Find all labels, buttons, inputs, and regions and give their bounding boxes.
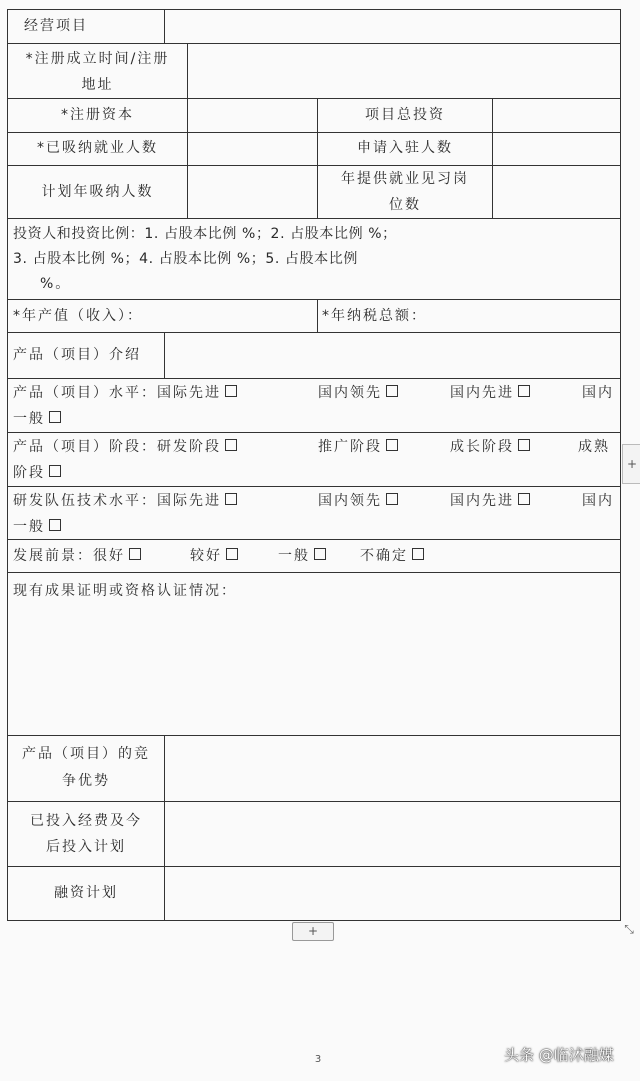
table-resize-handle[interactable]: ⤡	[624, 922, 634, 936]
investor-ratio-line1: 投资人和投资比例：1. 占股本比例 %；2. 占股本比例 %；	[13, 226, 397, 242]
business-project-label: 经营项目	[24, 18, 88, 34]
checkbox-domestic-advanced[interactable]	[518, 385, 530, 397]
rd-level-option2: 国内领先	[318, 488, 398, 514]
internship-label-line2: 位数	[389, 197, 421, 213]
checkbox-growth-stage[interactable]	[518, 439, 530, 451]
product-level-option3: 国内先进	[450, 380, 530, 406]
checkbox-average[interactable]	[49, 411, 61, 423]
watermark: 头条 @临沭融媒	[504, 1046, 614, 1064]
checkbox-promotion-stage[interactable]	[386, 439, 398, 451]
prospect-option4: 不确定	[360, 543, 424, 569]
funds-label-line1: 已投入经费及今	[30, 813, 142, 829]
checkbox-good[interactable]	[226, 548, 238, 560]
checkbox-rd-domestic-leading[interactable]	[386, 493, 398, 505]
prospect-option1: 发展前景：很好	[13, 543, 141, 569]
planned-hire-label: 计划年吸纳人数	[41, 184, 154, 200]
checkbox-intl-advanced[interactable]	[225, 385, 237, 397]
checkbox-mature-stage[interactable]	[49, 465, 61, 477]
registration-label-line1: *注册成立时间/注册	[25, 51, 170, 67]
product-level-option4: 国内	[582, 385, 614, 401]
investor-ratio-line3: %。	[40, 276, 72, 292]
product-stage-option4: 成熟	[578, 439, 610, 455]
prospect-option2: 较好	[190, 543, 238, 569]
annual-output-label: *年产值（收入）：	[13, 308, 143, 324]
rd-level-line1: 研发队伍技术水平：国际先进	[13, 488, 237, 514]
checkbox-rd-intl-advanced[interactable]	[225, 493, 237, 505]
checkbox-rd-average[interactable]	[49, 519, 61, 531]
rd-level-option4: 国内	[582, 493, 614, 509]
funds-label-line2: 后投入计划	[46, 839, 126, 855]
product-intro-label: 产品（项目）介绍	[13, 347, 141, 363]
checkbox-rd-stage[interactable]	[225, 439, 237, 451]
applied-entry-label: 申请入驻人数	[357, 140, 453, 156]
product-stage-line2: 阶段	[13, 460, 61, 486]
competitive-label-line2: 争优势	[62, 773, 110, 789]
achievements-label: 现有成果证明或资格认证情况：	[13, 583, 237, 599]
financing-label: 融资计划	[54, 885, 118, 901]
product-level-line1: 产品（项目）水平：国际先进	[13, 380, 237, 406]
page-number: 3	[314, 1054, 322, 1065]
rd-level-option3: 国内先进	[450, 488, 530, 514]
add-column-button[interactable]: +	[622, 444, 640, 484]
prospect-option3: 一般	[278, 543, 326, 569]
registration-label-line2: 地址	[81, 77, 114, 93]
internship-label-line1: 年提供就业见习岗	[341, 171, 469, 187]
checkbox-normal[interactable]	[314, 548, 326, 560]
product-stage-option3: 成长阶段	[450, 434, 530, 460]
checkbox-rd-domestic-advanced[interactable]	[518, 493, 530, 505]
rd-level-line2: 一般	[13, 514, 61, 540]
investor-ratio-line2: 3. 占股本比例 %；4. 占股本比例 %；5. 占股本比例	[13, 251, 358, 267]
checkbox-uncertain[interactable]	[412, 548, 424, 560]
employed-label: *已吸纳就业人数	[37, 140, 158, 156]
product-stage-option2: 推广阶段	[318, 434, 398, 460]
registered-capital-label: *注册资本	[61, 107, 134, 123]
checkbox-domestic-leading[interactable]	[386, 385, 398, 397]
add-row-button[interactable]: +	[292, 922, 334, 941]
total-investment-label: 项目总投资	[365, 107, 445, 123]
annual-tax-label: *年纳税总额：	[322, 308, 427, 324]
product-level-option2: 国内领先	[318, 380, 398, 406]
product-level-line2: 一般	[13, 406, 61, 432]
product-stage-line1: 产品（项目）阶段：研发阶段	[13, 434, 237, 460]
checkbox-very-good[interactable]	[129, 548, 141, 560]
competitive-label-line1: 产品（项目）的竞	[22, 746, 150, 762]
